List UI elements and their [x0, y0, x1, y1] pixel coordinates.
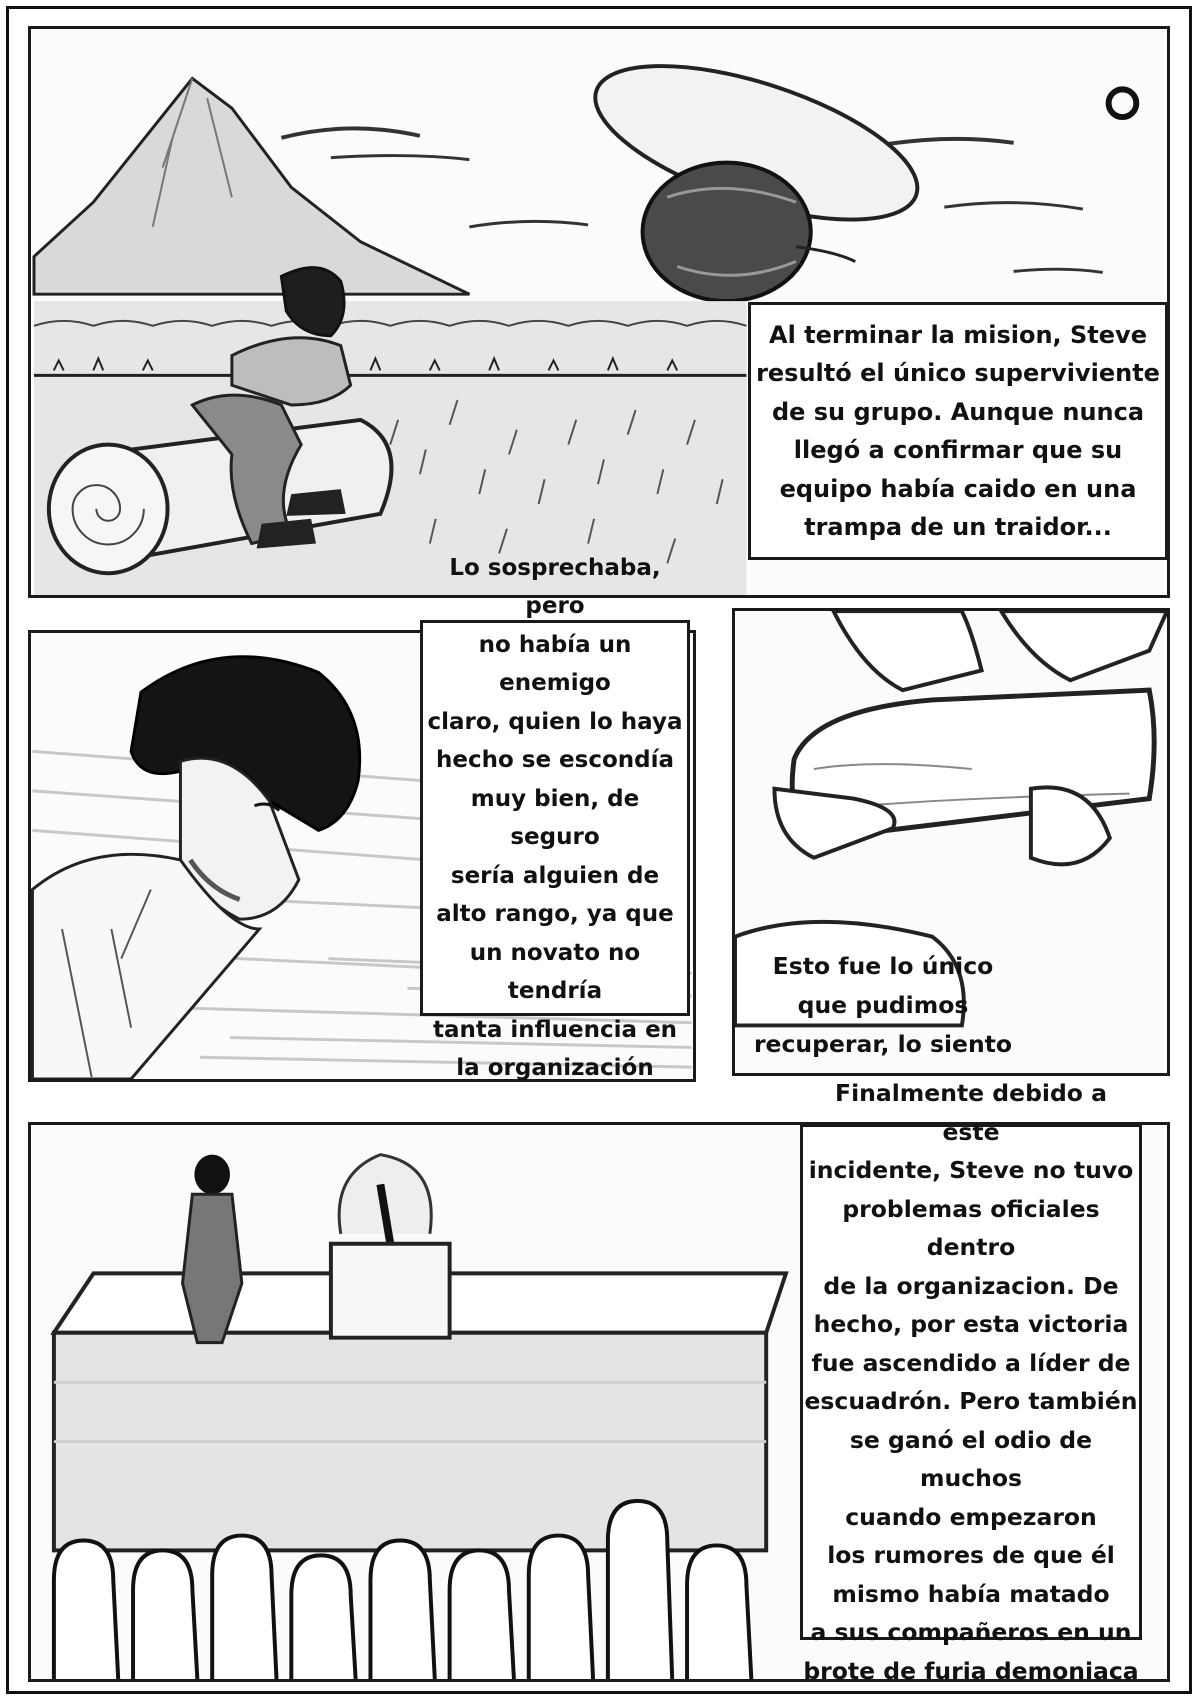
- caption-text-panel-3: Esto fue lo único que pudimos recuperar, lo siento: [753, 951, 1013, 1058]
- caption-box-panel-3: [748, 945, 1018, 1065]
- moon: [1109, 89, 1137, 117]
- caption-box-panel-2: [420, 554, 690, 1081]
- caption-box-panel-1: [748, 302, 1168, 560]
- caption-text-panel-4: Finalmente debido a este incidente, Steve no tuvo problemas oficiales dentro de la organizacion. De hecho, por esta victoria fue ascendido a líder de escuadrón. Pero también se ganó el odio de muchos cuando empezaron los rumores de que él mismo había matado a sus compañeros en un brote de furia demoniaca: [803, 1079, 1139, 1685]
- caption-text-panel-1: Al terminar la mision, Steve resultó el único superviviente de su grupo. Aunque nunca llegó a confirmar que su equipo había caido en una trampa de un traidor...: [756, 320, 1160, 541]
- steve-standing-figure: [183, 1155, 242, 1343]
- caption-text-panel-2: Lo sosprechaba, pero no había un enemigo claro, quien lo haya hecho se escondía muy bien, de seguro sería alguien de alto rango, ya que un novato no tendría tanta influencia en la organización: [427, 554, 683, 1081]
- podium-with-statue: [331, 1155, 450, 1338]
- airship: [578, 34, 935, 301]
- caption-box-panel-4: [800, 1079, 1142, 1685]
- mountain: [34, 78, 469, 294]
